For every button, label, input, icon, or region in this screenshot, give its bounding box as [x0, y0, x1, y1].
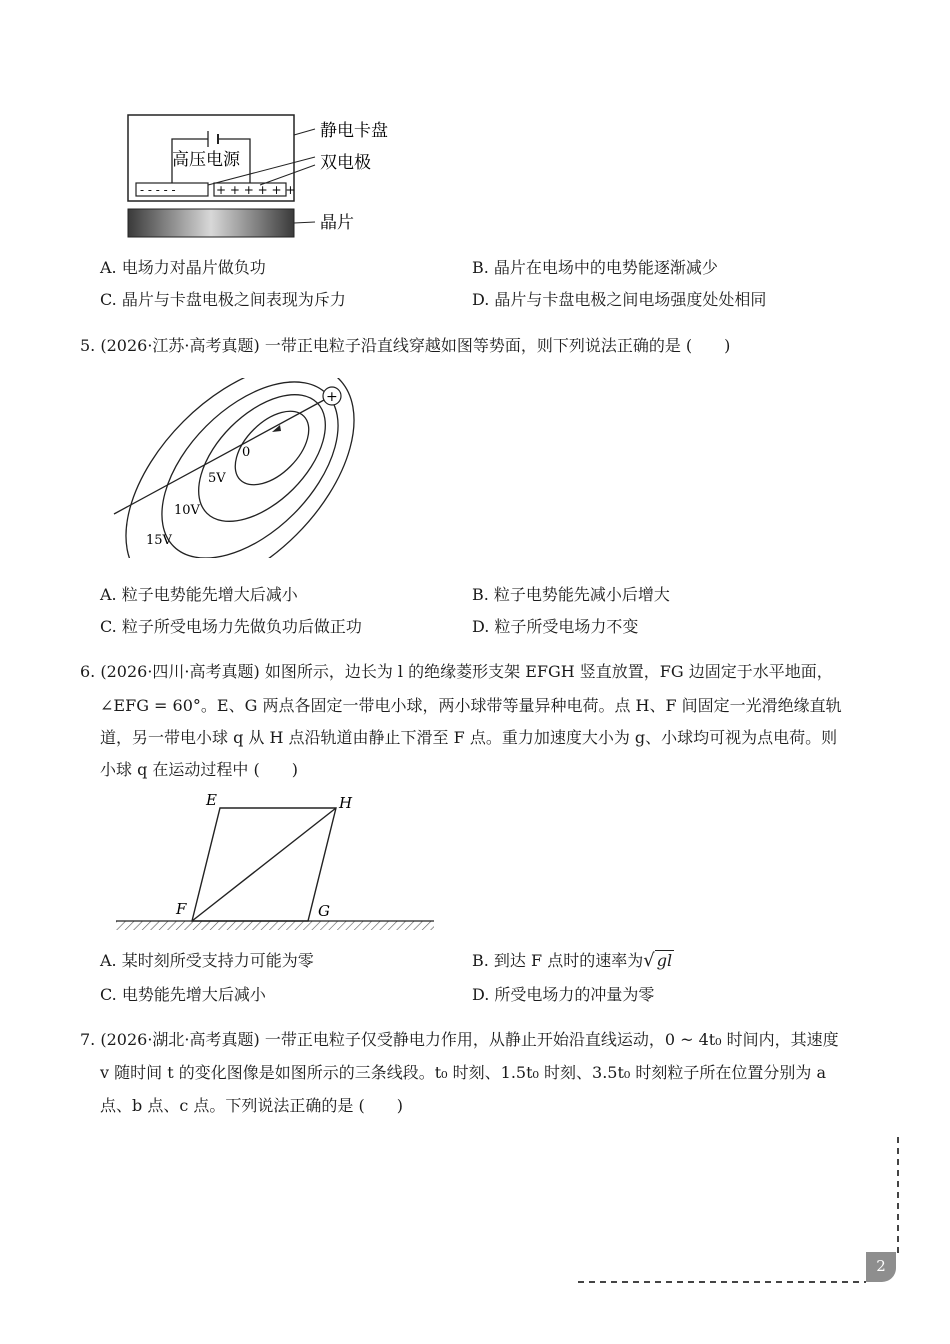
- q6-line-3: 道，另一带电小球 q 从 H 点沿轨道由静止下滑至 F 点。重力加速度大小为 g、小球均可视为点电荷。则: [100, 728, 838, 747]
- rhombus-figure: [112, 790, 442, 940]
- page-number: 2: [866, 1252, 896, 1282]
- label-e: E: [206, 791, 217, 809]
- page-corner-decoration: [570, 1135, 910, 1285]
- label-15v: 15V: [146, 533, 172, 548]
- dual-electrode-label: 双电极: [320, 153, 371, 173]
- q7-line-3: 点、b 点、c 点。下列说法正确的是 ( ): [100, 1096, 403, 1115]
- q5-stem: 5. (2026·江苏·高考真题) 一带正电粒子沿直线穿越如图等势面，则下列说法正确的是 ( ): [80, 336, 731, 355]
- q6-option-a: A. 某时刻所受支持力可能为零: [100, 951, 314, 970]
- q7-line-2: v 随时间 t 的变化图像是如图所示的三条线段。t₀ 时刻、1.5t₀ 时刻、3.5t₀ 时刻粒子所在位置分别为 a: [100, 1063, 827, 1082]
- q6-line-1: 6. (2026·四川·高考真题) 如图所示，边长为 l 的绝缘菱形支架 EFGH 竖直放置，FG 边固定于水平地面，: [80, 662, 833, 681]
- label-0: 0: [242, 445, 251, 460]
- q6-line-4: 小球 q 在运动过程中 ( ): [100, 760, 298, 779]
- q4-option-d: D. 晶片与卡盘电极之间电场强度处处相同: [472, 290, 767, 309]
- q6-line-2: ∠EFG = 60°。E、G 两点各固定一带电小球，两小球带等量异种电荷。点 H、F 间固定一光滑绝缘直轨: [100, 696, 842, 715]
- label-g: G: [318, 902, 330, 920]
- q6-option-c: C. 电势能先增大后减小: [100, 985, 266, 1004]
- static-chuck-label: 静电卡盘: [320, 121, 388, 141]
- q6-option-b-radicand: gl: [656, 951, 673, 970]
- q5-option-d: D. 粒子所受电场力不变: [472, 617, 639, 636]
- q5-option-a: A. 粒子电势能先增大后减小: [100, 585, 298, 604]
- static-chuck-figure: [110, 105, 430, 245]
- q5-option-c: C. 粒子所受电场力先做负功后做正功: [100, 617, 362, 636]
- q4-option-a: A. 电场力对晶片做负功: [100, 258, 266, 277]
- hv-source-label: 高压电源: [172, 150, 240, 170]
- label-h: H: [339, 794, 353, 812]
- label-5v: 5V: [208, 471, 226, 486]
- equipotential-figure: [110, 378, 360, 558]
- label-10v: 10V: [174, 503, 200, 518]
- q4-option-b: B. 晶片在电场中的电势能逐渐减少: [472, 258, 718, 277]
- q5-option-b: B. 粒子电势能先减小后增大: [472, 585, 670, 604]
- q6-option-d: D. 所受电场力的冲量为零: [472, 985, 655, 1004]
- q6-option-b: [472, 951, 674, 971]
- wafer-label: 晶片: [320, 213, 354, 233]
- plus-sign: +: [326, 389, 338, 405]
- q4-option-c: C. 晶片与卡盘电极之间表现为斥力: [100, 290, 346, 309]
- positive-signs: + + + + + +: [216, 183, 296, 197]
- q6-option-b-prefix: B. 到达 F 点时的速率为: [472, 951, 644, 970]
- sqrt-sign: √: [643, 950, 655, 971]
- negative-signs: - - - - -: [140, 183, 176, 197]
- label-f: F: [176, 900, 187, 918]
- q7-line-1: 7. (2026·湖北·高考真题) 一带正电粒子仅受静电力作用，从静止开始沿直线运动，0 ~ 4t₀ 时间内，其速度: [80, 1030, 839, 1049]
